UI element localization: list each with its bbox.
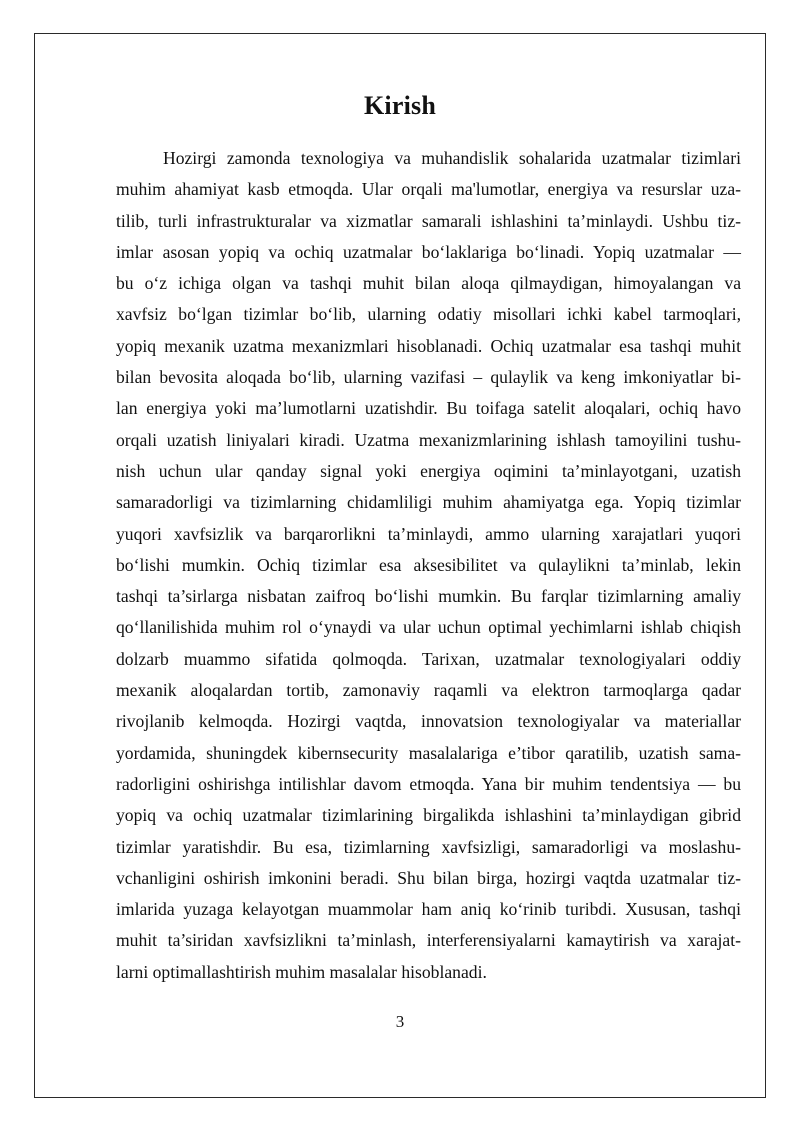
page-title: Kirish xyxy=(364,91,436,121)
paragraph-line: bilan bevosita aloqada bo‘lib, ularning vazifasi – qulaylik va keng imkoniyatlar bi- xyxy=(116,367,741,388)
paragraph-line: muhim ahamiyat kasb etmoqda. Ular orqali ma'lumotlar, energiya va resurslar uza- xyxy=(116,179,741,200)
paragraph-line: xavfsiz bo‘lgan tizimlar bo‘lib, ularning odatiy misollari ichki kabel tarmoqlari, xyxy=(116,304,741,325)
paragraph-line: Hozirgi zamonda texnologiya va muhandislik sohalarida uzatmalar tizimlari xyxy=(163,148,741,168)
paragraph-line: tizimlar yaratishdir. Bu esa, tizimlarning xavfsizligi, samaradorligi va moslashu- xyxy=(116,836,741,857)
body-paragraph xyxy=(116,143,741,988)
paragraph-line: yordamida, shuningdek kibernsecurity masalalariga e’tibor qaratilib, uzatish sama- xyxy=(116,742,741,763)
paragraph-line: yopiq mexanik uzatma mexanizmlari hisoblanadi. Ochiq uzatmalar esa tashqi muhit xyxy=(116,335,741,356)
paragraph-line: bu o‘z ichiga olgan va tashqi muhit bilan aloqa qilmaydigan, himoyalangan va xyxy=(116,273,741,294)
paragraph-line: mexanik aloqalardan tortib, zamonaviy raqamli va elektron tarmoqlarga qadar xyxy=(116,680,741,701)
paragraph-line: imlarida yuzaga kelayotgan muammolar ham aniq ko‘rinib turibdi. Xususan, tashqi xyxy=(116,899,741,920)
paragraph-line: bo‘lishi mumkin. Ochiq tizimlar esa aksesibilitet va qulaylikni ta’minlab, lekin xyxy=(116,554,741,575)
paragraph-line: samaradorligi va tizimlarning chidamliligi muhim ahamiyatga ega. Yopiq tizimlar xyxy=(116,492,741,513)
paragraph-line: tashqi ta’sirlarga nisbatan zaifroq bo‘lishi mumkin. Bu farqlar tizimlarning amaliy xyxy=(116,586,741,607)
paragraph-line: nish uchun ular qanday signal yoki energiya oqimini ta’minlayotgani, uzatish xyxy=(116,460,741,481)
page-number: 3 xyxy=(395,1012,405,1031)
paragraph-line: muhit ta’siridan xavfsizlikni ta’minlash, interferensiyalarni kamaytirish va xarajat- xyxy=(116,930,741,951)
paragraph-line: radorligini oshirishga intilishlar davom etmoqda. Yana bir muhim tendentsiya — bu xyxy=(116,773,741,794)
paragraph-line: dolzarb muammo sifatida qolmoqda. Tarixan, uzatmalar texnologiyalari oddiy xyxy=(116,648,741,669)
paragraph-line: larni optimallashtirish muhim masalalar hisoblanadi. xyxy=(116,961,487,982)
paragraph-line: qo‘llanilishida muhim rol o‘ynaydi va ular uchun optimal yechimlarni ishlab chiqish xyxy=(116,617,741,638)
paragraph-line: lan energiya yoki ma’lumotlarni uzatishdir. Bu toifaga satelit aloqalari, ochiq havo xyxy=(116,398,741,419)
paragraph-line: tilib, turli infrastrukturalar va xizmatlar samarali ishlashini ta’minlaydi. Ushbu tiz- xyxy=(116,210,741,231)
paragraph-line: imlar asosan yopiq va ochiq uzatmalar bo‘laklariga bo‘linadi. Yopiq uzatmalar — xyxy=(116,241,741,262)
paragraph-line: vchanligini oshirish imkonini beradi. Shu bilan birga, hozirgi vaqtda uzatmalar tiz- xyxy=(116,867,741,888)
paragraph-line: rivojlanib kelmoqda. Hozirgi vaqtda, innovatsion texnologiyalar va materiallar xyxy=(116,711,741,732)
paragraph-line: yuqori xavfsizlik va barqarorlikni ta’minlaydi, ammo ularning xarajatlari yuqori xyxy=(116,523,741,544)
paragraph-line: yopiq va ochiq uzatmalar tizimlarining birgalikda ishlashini ta’minlaydigan gibrid xyxy=(116,805,741,826)
paragraph-line: orqali uzatish liniyalari kiradi. Uzatma mexanizmlarining ishlash tamoyilini tushu- xyxy=(116,429,741,450)
